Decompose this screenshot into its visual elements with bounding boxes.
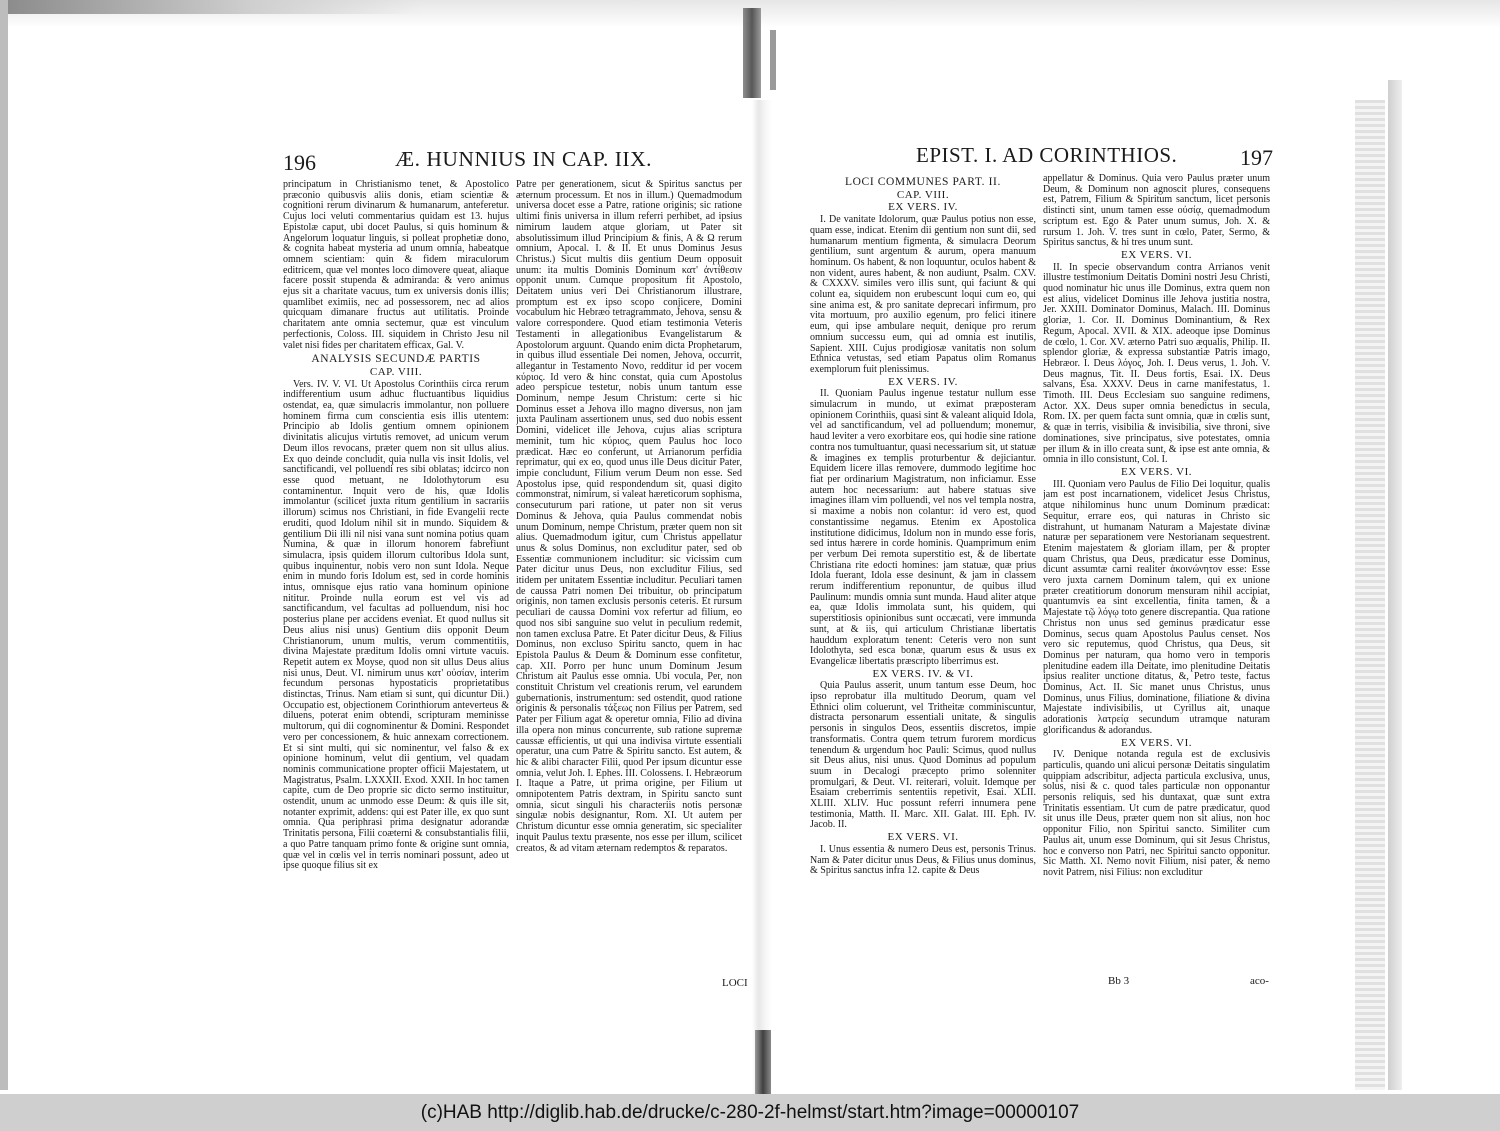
section-heading: ANALYSIS SECUNDÆ PARTIS [311,353,481,366]
section-heading: LOCI COMMUNES PART. II. [845,176,1001,188]
paragraph: II. In specie observandum contra Arrianos venit illustre testimonium Deitatis Domini nostri Jesu Christi, quod nominatur hic unus ille Dominus, extra quem non est alius, videlicet Dominus ille Jehova justitia nostra, Jer. XXIII. Dominator Dominus, Malach. III. Dominus gloriæ, 1. Cor. II. Dominus Dominantium, & Rex Regum, Apocal. XVII. & XIX. adeoque ipse Dominus de cœlo, 1. Cor. XV. æterno Patri suo æqualis, Philip. II. splendor gloriæ, & expressa substantiæ Patris imago, Hebræor. I. Deus λόγος, Joh. I. Deus verus, 1. Joh. V. Deus magnus, Tit. II. Deus fortis, Esai. IX. Deus salvans, Esa. XXXV. Deus in carne manifestatus, 1. Timoth. III. Deus Ecclesiam suo sanguine redimens, Actor. XX. Deus super omnia benedictus in secula, Rom. IX. per quem facta sunt omnia, quæ in cœlis sunt, & quæ in terris, visibilia & invisibilia, sive throni, sive dominationes, sive principatus, sive potestates, omnia per illum & in illo creata sunt, & ipse est ante omnia, & omnia in illo consistunt, Col. I. [1043,261,1270,466]
paragraph: Vers. IV. V. VI. Ut Apostolus Corinthiis circa rerum indifferentium usum adhuc fluctuantibus liquidius ostendat, ea, quæ simulacris immolantur, non polluere hominem firma cum conscientia esis illis utentem: Principio ab Idolis gentium omnem opinionem divinitatis alicujus virtutis removet, ad unicum verum Deum illos revocans, præter quem non sit ullus alius. Ex quo deinde concludit, quia nulla vis insit Idolis, vel sanctificandi, vel polluendi res sibi oblatas; idcirco non esse quod metuant, ne Idolothytorum esu contaminentur. Inquit vero de his, quæ Idolis immolantur (scilicet juxta ritum gentilium in sacrariis illorum) scimus nos Christiani, in fide Evangelii recte eruditi, quod Idolum nihil sit in mundo. Siquidem & gentilium Dii illi nil nisi vana sunt nomina potius quam Numina, & quæ in illorum honorem fabrefiunt simulacra, ipsis quidem illorum cultoribus Idola sunt, quibus inquinentur, nobis vero non sunt Idola. Neque enim in mundo foris Idolum est, sed in corde hominis intus, omnisque ejus ratio vana hominum opinione nititur. Proinde nulla eorum est vel vis ad sanctificandum, vel facultas ad polluendum, nisi hoc posterius plane per accidens eveniat. Et quod nullus sit Deus alius nisi unus) Gentium diis opponit Deum Christianorum, unum multis, verum commentitiis, divina Majestate præditum Idolis omni virtute vacuis. Repetit autem ex Moyse, quod non sit ullus Deus alius nisi unus, Deut. VI. nimirum unus κατ' οὐσίαν, interim fecundum personas hypostaticis proprietatibus distinctas, Trinus. Nam etiam si sunt, qui dicuntur Dii.) Occupatio est, objectionem Corinthiorum anteverteus & diluens, poterat enim obtendi, scripturam meminisse multorum, qui dii cognominentur & Domini. Respondet vero per concessionem, & huic annexam correctionem. Et si sint multi, qui sic nominentur, vel falso & ex opinione hominum, velut dii gentium, vel quadam nominis communicatione propter officii Majestatem, ut Magistratus, Psalm. LXXXII. Exod. XXII. In hoc tamen capite, cum de Deo proprie sic dicto sermo instituitur, ostendit, unum ac unmodo esse Deum: & quis ille sit, notanter exprimit, addens: qui est Pater ille, ex quo sunt omnia. Qua periphrasi prima designatur adorandæ Trinitatis persona, Filii coæterni & consubstantialis filii, a quo Patre tanquam primo fonte & origine sunt omnia, quæ vel in cœlis vel in terris nominari possunt, adeo ut ipse quoque filius sit ex [283,378,509,872]
scan-streak [0,0,420,14]
cover-edge [1388,80,1402,1090]
left-page-number: 196 [283,150,316,175]
book-spine-bottom [755,1030,771,1100]
paragraph: I. De vanitate Idolorum, quæ Paulus potius non esse, quam esse, indicat. Etenim dii gentium non sunt dii, sed humanarum mentium figmenta, & simulacra Deorum gentilium, sunt argentum & aurum, opera manuum hominum. Os habent, & non loquuntur, oculos habent & non vident, aures habent, & non audiunt, Psalm. CXV. & CXXXV. similes vero illis sunt, qui faciunt & qui colunt ea, siquidem non erubescunt loqui cum eo, qui sine anima est, & pro sanitate deprecari infirmum, pro vita mortuum, pro auxilio egenum, pro felici itinere eum, qui ipse ambulare nequit, denique pro rerum omnium successu eum, qui ad omnia est inutilis, Sapient. XIII. Cujus prodigiosæ vanitatis non solum Ethnica vetustas, sed etiam Papatus olim Romanus exemplorum fuit plenissimus. [810,214,1036,375]
book-spine-top [743,8,761,98]
credit-bar [0,1094,1500,1131]
left-running-head: Æ. HUNNIUS IN CAP. IIX. [395,147,652,171]
left-column-2 [516,180,742,970]
paragraph: Quia Paulus asserit, unum tantum esse Deum, hoc ipso reprobatur illa multitudo Deorum, quam vel Ethnici olim coluerunt, vel Tritheitæ comminiscuntur, distracta personarum essentiali unitate, & singulis personis in singulos Deos, essentiis discretos, impie transformatis. Contra quem tetrum furorem mordicus tenendum & urgendum hoc Pauli: Scimus, quod nullus sit Deus alius, nisi unus. Quod Dominus ad populum suum in Decalogi præcepto primo solenniter promulgari, & Deut. VI. reiterari, voluit. Idemque per Esaiam creberrimis sententiis repetivit, Esai. XLII. XLIII. XLIV. Huc possunt referri innumera pene testimonia, Matth. II. Marc. XII. Galat. III. Eph. IV. Jacob. II. [810,680,1036,831]
section-subheading: CAP. VIII. [896,188,950,201]
left-column-1 [283,180,509,980]
verse-heading: EX VERS. IV. [888,201,958,214]
signature-mark: Bb 3 [1108,975,1130,987]
verse-heading: EX VERS. IV. [888,375,958,388]
verse-heading: EX VERS. IV. & VI. [872,667,974,680]
right-running-head: EPIST. I. AD CORINTHIOS. [916,143,1178,167]
right-catchword: aco- [1250,975,1269,987]
verse-heading: EX VERS. VI. [1121,465,1192,478]
paragraph: III. Quoniam vero Paulus de Filio Dei loquitur, qualis jam est post incarnationem, videlicet Jesus Christus, atque nihilominus hunc unum Dominum prædicat: Sequitur, errare eos, qui naturas in Christo sic distrahunt, ut humanam Naturam a Majestate divinæ naturæ per separationem vere Nestorianam sequestrent. Etenim majestatem & gloriam illam, per & propter quam Christus, qua Deus, prædicatur esse Dominus, dicunt assumtæ carni realiter ἀκοινώνητον esse: Esse vero juxta carnem Dominum talem, qui ex unione præter creatitiorum donorum mensuram nihil accipiat, quantumvis ea sint excellentia, finita tamen, & a Majestate τῷ λόγῳ toto genere discrepantia. Qua ratione Christus non unus sed geminus prædicatur esse Dominus, secus quam Apostolus Paulus censet. Nos vero sic reputemus, quod Christus, qua Deus, sit Dominus per naturam, qua homo vero in temporis plenitudine eadem illa Deitate, imo plenitudine Deitatis ipsius realiter unctione ditatus, &, Petro teste, factus Dominus, Act. II. Sic manet unus Christus, unus Dominus, unus Filius, dominatione, filiatione & divina Majestate indivisibilis, ut Cyrillus ait, unaque adorationis λατρείᾳ secundum utramque naturam glorificandus & adorandus. [1043,478,1270,736]
right-column-1 [810,174,1036,974]
paragraph: Patre per generationem, sicut & Spiritus sanctus per æternum processum. Et nos in illum.) Quemadmodum universa docet esse a Patre, ratione originis; sic ratione ultimi finis universa in illum referri perhibet, ad ipsius nimirum laudem atque gloriam, ut Pater sit absolutissimum illud Principium & finis, A & Ω rerum omnium, Apocal. I. & II. Et unus Dominus Jesus Christus.) Sicut multis diis gentium Deum opposuit unum: ita multis Dominis Dominum κατ' ἀντίθεσιν opponit unum. Cumque propositum fit Apostolo, Deitatem unius veri Dei Christianorum illustrare, promptum est ex ipso scopo conjicere, Domini vocabulum hic Hebræo tetragrammato, Jehova, sensu & valore correspondere. Quod etiam testimonia Veteris Testamenti in allegationibus Evangelistarum & Apostolorum arguunt. Quando enim dicta Prophetarum, in quibus illud essentiale Dei nomen, Jehova, occurrit, allegantur in Testamento Novo, redditur id per vocem κύριος. Id vero & hinc constat, quia cum Apostolus adeo perspicue testetur, nobis unum tantum esse Dominum, nempe Jesum Christum: certe si hic Dominus esset a Jehova illo magno diversus, non jam juxta Paulinam assertionem unus, sed duo nobis essent Domini, videlicet ille Jehova, cujus alias scriptura meminit, tum hic κύριος, quem Paulus hoc loco prædicat. Hæc eo conferunt, ut Arrianorum perfidia reprimatur, qui ex eo, quod unus ille Deus dicitur Pater, impie concludunt, Filium verum Deum non esse. Sed Apostolus ipse, quid respondendum sit, quasi digito commonstrat, nimirum, si valeat hæreticorum sophisma, consecuturum pari ratione, ut pater non sit verus Dominus & Jehova, quia Paulus commendat nobis unum Dominum, nempe Christum, præter quem non sit alius. Quemadmodum igitur, cum Christus appellatur unus & solus Dominus, non excluditur pater, sed ob Essentiæ communionem includitur: sic vicissim cum Pater dicitur unus Deus, non excluditur Filius, sed itidem per unitatem Essentiæ includitur. Peculiari tamen de caussa Patri nomen Dei tribuitur, ob principatum originis, non tamen exclusis personis ceteris. Et rursum peculiari de caussa Domini vox refertur ad filium, eo quod nos sibi sanguine suo velut in peculium redemit, non tamen exclusa Patre. Et Pater dicitur Deus, & Filius Dominus, non excluso Spiritu sancto, quem in hac Epistola Paulus & Deum & Dominum esse confitetur, cap. XII. Porro per hunc unum Dominum Jesum Christum ait Paulus esse omnia. Ubi vocula, Per, non constituit Christum vel creationis rerum, vel earundem gubernationis, instrumentum: sed ostendit, quod ratione originis & personalis τάξεως non Filius per Patrem, sed Pater per Filium agat & operetur omnia, Filio ad divina illa opera non minus concurrente, sub ratione supremæ caussæ efficientis, ut qui una indivisa virtute essentiali operatur, una cum Patre & Spiritu sancto. Est autem, & hic & alibi character Filii, quod Per ipsum dicuntur esse omnia, velut Joh. I. Ephes. III. Colossens. I. Hebræorum I. Itaque a Patre, ut prima origine, per Filium ut omnipotentem Patris dextram, in Spiritu sancto sunt omnia, sicut singuli his characteriis notis personæ singulæ nobis designantur, Rom. XI. Ut autem per Christum dicuntur esse omnia generatim, sic specialiter inquit Paulus textu præsente, nos esse per illum, scilicet creatos, & ad vitam æternam redemptos & reparatos. [516,180,742,854]
paragraph: principatum in Christianismo tenet, & Apostolico præconio quibusvis aliis donis, etiam scientiæ & cognitioni rerum divinarum & humanarum, anteferetur. Cujus loci veluti commentarius quidam est 13. hujus Epistolæ caput, ubi docet Paulus, si quis hominum & Angelorum loquatur linguis, si polleat prophetiæ dono, & cognita habeat mysteria ad unum omnia, habeatque omnem scientiam: quin & fidem miraculorum editricem, quæ vel montes loco dimovere queat, aliaque facere possit stupenda & admiranda: & vero animus ejus sit a charitate vacuus, tum ex universis donis illis; quamlibet eximiis, nec ad possessorem, nec ad alios quicquam dimanare fructus aut utilitatis. Proinde charitatem ante omnia sectemur, quæ est vinculum perfectionis, Coloss. III. siquidem in Christo Jesu nil valet nisi fides per charitatem efficax, Gal. V. [283,180,509,351]
scan-left-edge [0,0,8,1090]
section-subheading: CAP. VIII. [369,365,423,378]
paragraph: II. Quoniam Paulus ingenue testatur nullum esse simulacrum in mundo, ut eximat præposteram opinionem Corinthiis, quasi sint & valeant aliquid Idola, vel ad sanctificandum, vel ad polluendum; monemur, haud leviter a vero exorbitare eos, qui hodie sine ratione contra nos tumultuantur, quasi necessarium sit, ut statuæ & imagines ex templis proturbentur & dejiciantur. Equidem licere illas removere, dummodo legitime hoc fiat per ordinarium Magistratum, non inficiamur. Esse autem hoc necessarium: aut habere statuas sive imagines illam vim polluendi, vel nos vel templa nostra, si maxime a nobis non colantur: id vero est, quod constantissime negamus. Etenim ex Apostolica institutione didicimus, Idolum non in mundo esse foris, sed intus hærere in corde hominis. Quamprimum enim per verbum Dei remota superstitio est, & de libertate Christiana rite edocti homines: jam statuæ, quæ prius Idola fuerant, Idola esse desinunt, & jam in classem rerum indifferentium reponuntur, de quibus illud Paulinum: mundis omnia sunt munda. Haud aliter atque ea, quæ Idolis immolata sunt, his quidem, qui superstitiosis opinionibus sunt occæcati, vere immunda sunt, at & iis, qui articulum Christianæ libertatis hauddum exploratum tenent: Ceteris vero non sunt Idolothyta, sed esca bonæ, quarum esus & usus ex Evangelicæ libertatis præscripto liberrimus est. [810,388,1036,667]
credit-text: (c)HAB http://diglib.hab.de/drucke/c-280-2f-helmst/start.htm?image=00000107 [420,1102,1080,1123]
book-gutter [752,100,772,1100]
paragraph: IV. Denique notanda regula est de exclusivis particulis, quando uni alicui personæ Deitatis singulatim quippiam adscribitur, adjecta particula exclusiva, unus, solus, nisi & c. quod tales particulæ non opponantur personis reliquis, sed his duntaxat, quæ sunt extra Trinitatis essentiam. Ut cum de patre prædicatur, quod sit unus ille Deus, præter quem non sit alius, non hoc opponitur Filio, non Spiritui sancto. Similiter cum Paulus ait, unum esse Dominum, qui sit Jesus Christus, hoc e converso non Patri, nec Spiritui sancto opponitur. Sic Matth. XI. Nemo novit Filium, nisi pater, & nemo novit Patrem, nisi Filius: non excluditur [1043,749,1270,878]
left-catchword: LOCI [722,977,748,989]
paragraph: appellatur & Dominus. Quia vero Paulus præter unum Deum, & Dominum non agnoscit plures, consequens est, Patrem, Filium & Spiritum sanctum, licet personis distincti sint, unum tamen esse οὐσίᾳ, quemadmodum scriptum est. Ego & Pater unum sumus, Joh. X. & rursum 1. Joh. V. tres sunt in cœlo, Pater, Sermo, & Spiritus sanctus, & hi tres unum sunt. [1043,174,1270,249]
right-column-2 [1043,174,1270,974]
page-stack-edge [1355,100,1385,1090]
book-spine-shadow [770,30,776,90]
verse-heading: EX VERS. VI. [887,831,959,844]
right-page-number: 197 [1240,145,1273,170]
verse-heading: EX VERS. VI. [1121,248,1192,261]
verse-heading: EX VERS. VI. [1121,736,1192,749]
paragraph: I. Unus essentia & numero Deus est, personis Trinus. Nam & Pater dicitur unus Deus, & Filius unus dominus, & Spiritus sanctus infra 12. capite & Deus [810,843,1036,877]
